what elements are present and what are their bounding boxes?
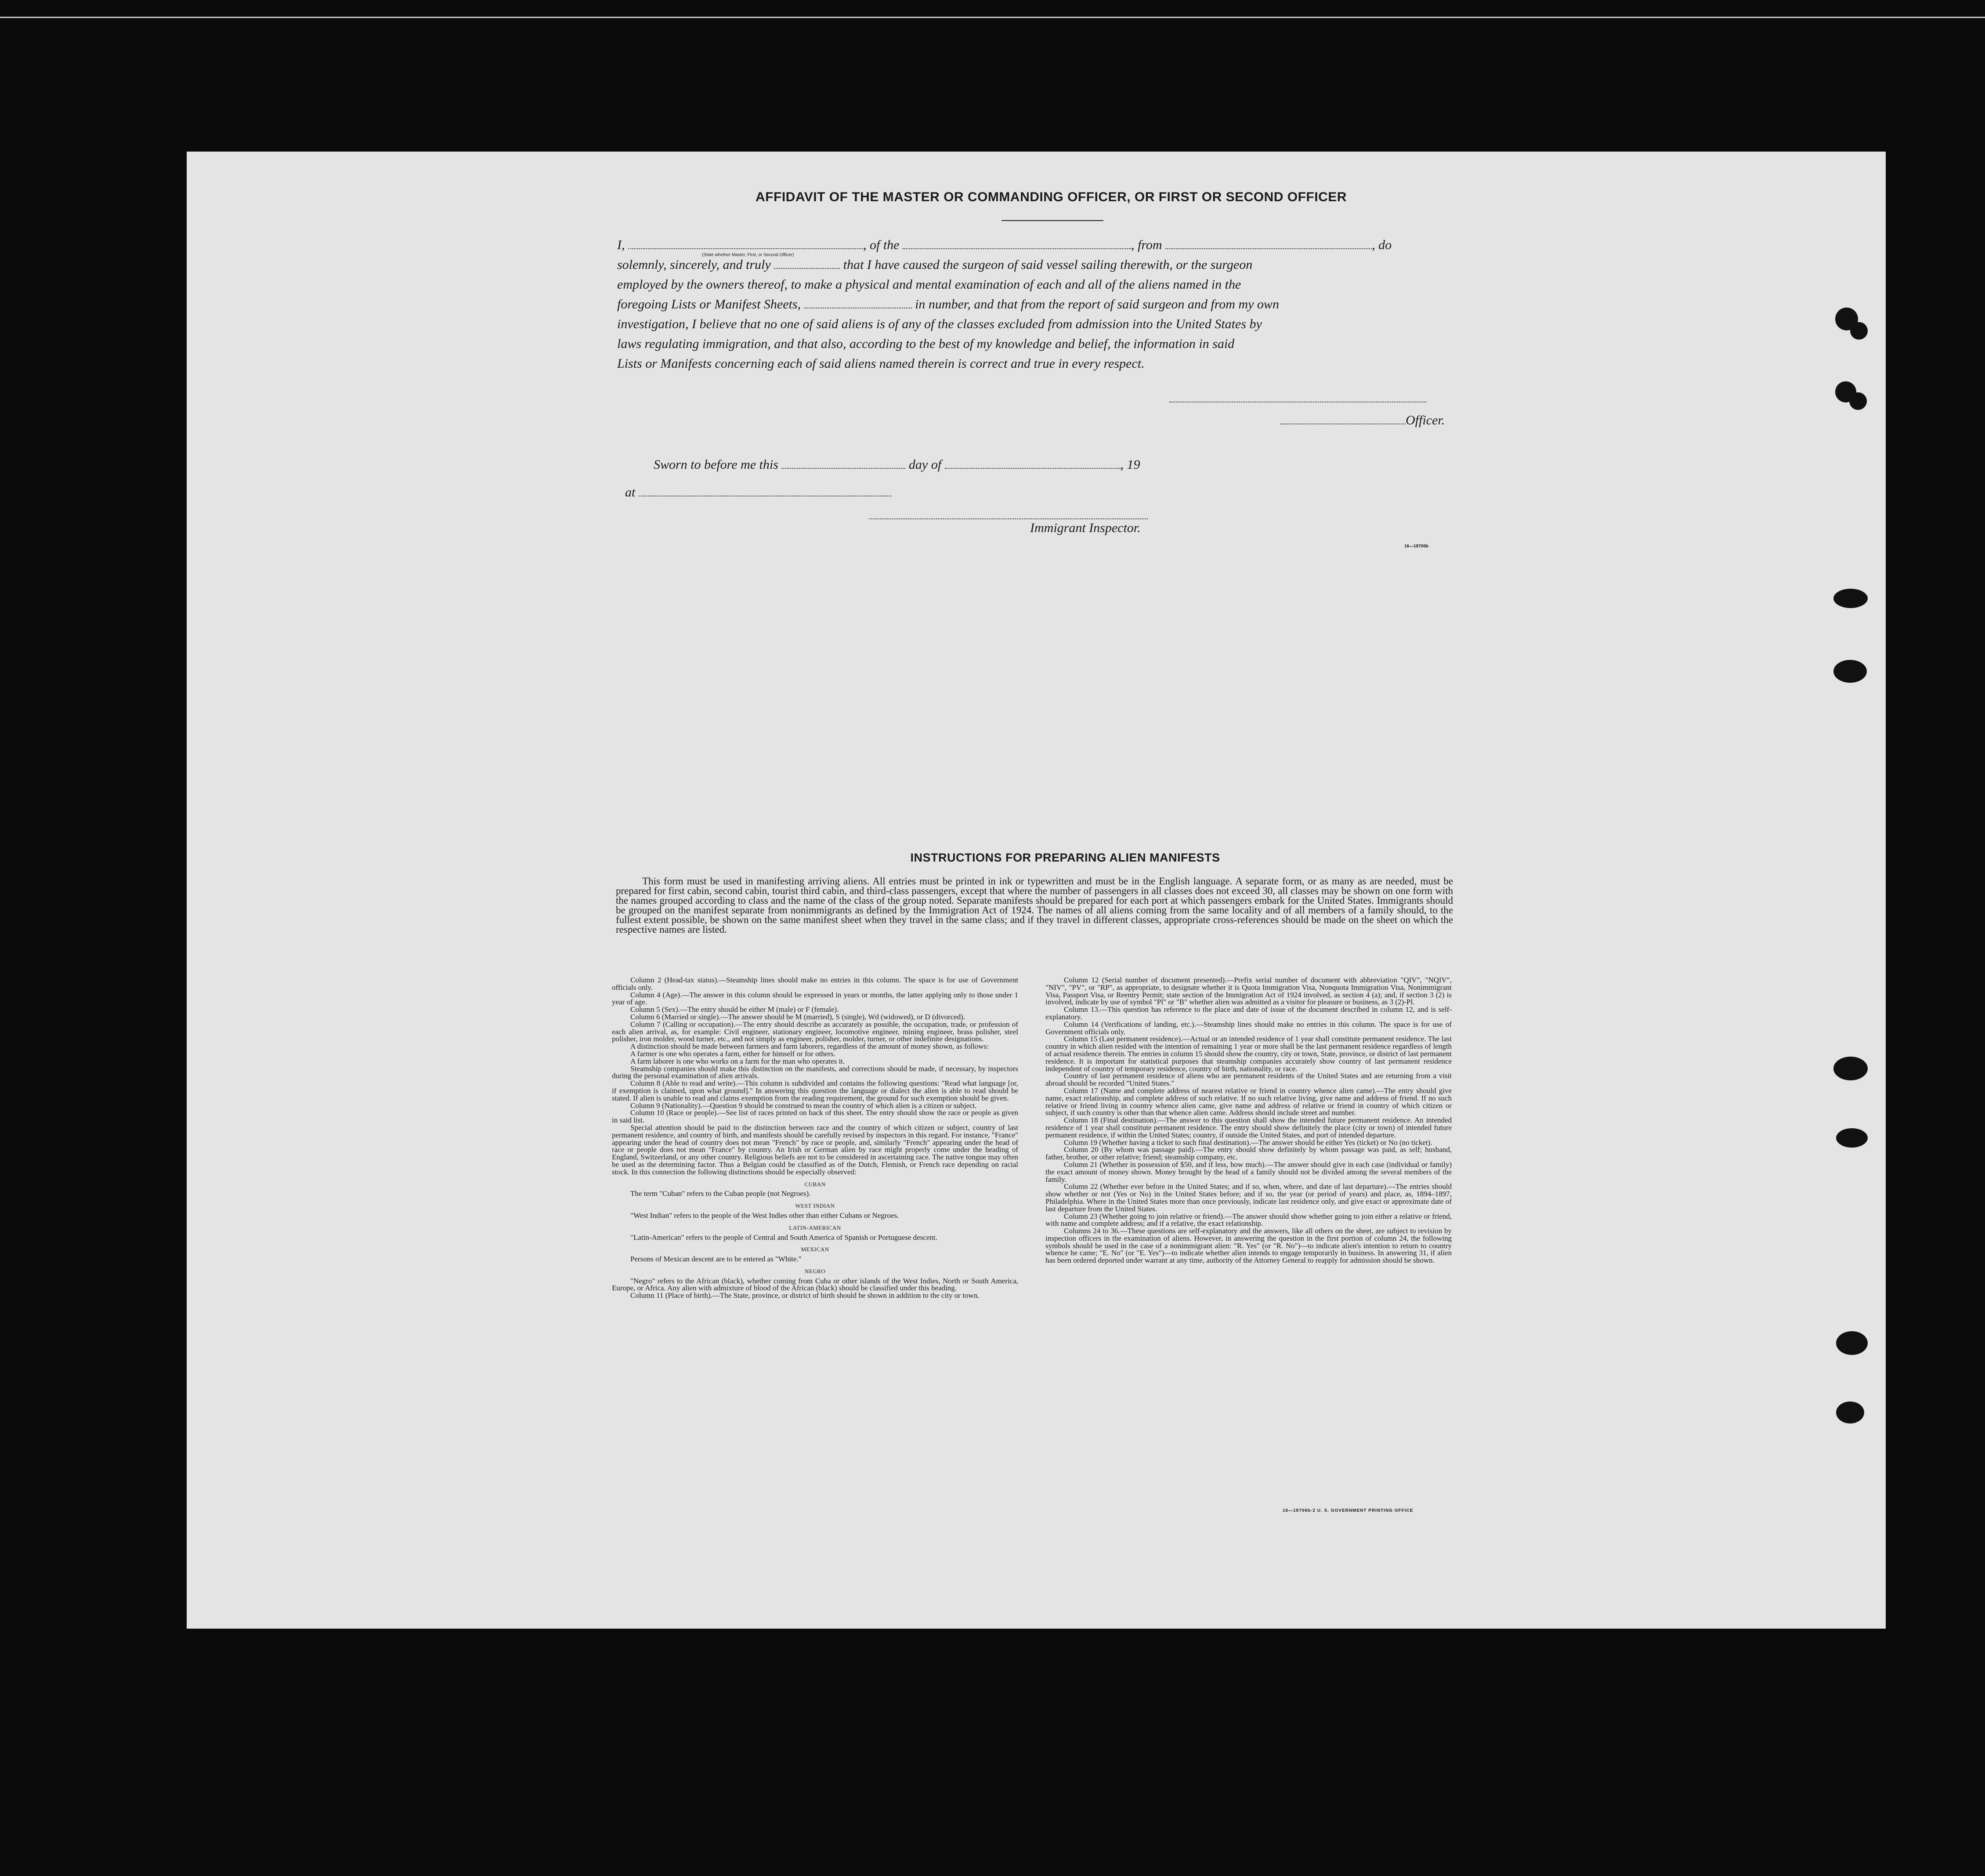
instruction-paragraph: Column 5 (Sex).—The entry should be either M (male) or F (female).: [630, 1005, 839, 1014]
sheet-count-field[interactable]: [804, 299, 912, 308]
instruction-paragraph: Column 13.—This question has reference to the place and date of issue of the document described in column 12, and is self-explanatory.: [1045, 1005, 1452, 1021]
form-number: 16—18706b: [1404, 544, 1429, 549]
instruction-paragraph: Column 14 (Verifications of landing, etc.).—Steamship lines should make no entries in this column. The space is for use of Government officials only.: [1045, 1020, 1452, 1036]
instruction-paragraph: Column 6 (Married or single).—The answer should be M (married), S (single), Wd (widowed), or D (divorced).: [630, 1012, 965, 1021]
instruction-paragraph: Special attention should be paid to the distinction between race and the country of which citizen or subject, country of last permanent residence, and country of birth, and manifests should be carefully revised by inspectors in this regard. For instance, "France" appearing under the head of country does not mean "French" by race or people, and, similarly "French" appearing under the head of race or people does not mean "France" by country. An Irish or German alien by race might properly come under the heading of England, Switzerland, or any other country. Religious beliefs are not to be considered in ascertaining race. The native tongue may often be used as the determining factor. Thus a Belgian could be classified as of the Dutch, Flemish, or French race depending on racial stock. In this connection the following distinctions should be especially observed:: [612, 1123, 1018, 1176]
film-edge-line: [0, 17, 1985, 18]
instruction-paragraph: Columns 24 to 36.—These questions are self-explanatory and the answers, like all others on the sheet, are subject to revision by inspection officers in the examination of aliens. However, in answering the question in the first portion of column 24, the following symbols should be used in the case of a nonimmigrant alien: "R. Yes" (or "R. No")—to indicate alien's intention to return to country whence he came; "E. No" (or "E. Yes")—to indicate whether alien intends to engage temporarily in business. In answering 31, if alien has been ordered deported under warrant at any time, authority of the Attorney General to reapply for admission should be shown.: [1045, 1227, 1452, 1265]
instruction-paragraph: Column 17 (Name and complete address of nearest relative or friend in country whence alien came).—The entry should give name, exact relationship, and complete address of such relative. If no such relative living, give name and address of friend. If no such relative or friend living in country whence alien came, give name and address of relative or friend in country of which citizen or subject, if such country is other than that whence alien came. Address should include street and number.: [1045, 1086, 1452, 1117]
instruction-paragraph: Column 8 (Able to read and write).—This column is subdivided and contains the following questions: "Read what language [or, if exemption is claimed, upon what ground]." In answering this question the language or dialect the alien is able to read should be stated. If alien is unable to read and claims exemption from the reading requirement, the ground for such exemption should be given.: [612, 1079, 1018, 1102]
sworn-row: [647, 442, 1140, 472]
affidavit-line-5: investigation, I believe that no one of said aliens is of any of the classes excluded from admission into the United States by: [617, 317, 1262, 331]
cuban-heading: CUBAN: [804, 1181, 826, 1188]
text-in-number: in number, and that from the report of said surgeon and from my own: [915, 297, 1279, 311]
affidavit-title: AFFIDAVIT OF THE MASTER OR COMMANDING OFFICER, OR FIRST OR SECOND OFFICER: [756, 190, 1347, 204]
vessel-name-field[interactable]: [903, 239, 1131, 249]
negro-text: "Negro" refers to the African (black), whether coming from Cuba or other islands of the West Indies, North or South America, Europe, or Africa. Any alien with admixture of blood of the African (black) should be classified under this heading.: [612, 1276, 1018, 1293]
title-underline: [1002, 220, 1103, 221]
instruction-paragraph: Column 2 (Head-tax status).—Steamship lines should make no entries in this column. The space is for use of Government officials only.: [612, 976, 1018, 992]
affidavit-line-1: [617, 235, 1456, 255]
text-i: I,: [617, 238, 625, 252]
affidavit-line-3: employed by the owners thereof, to make a physical and mental examination of each and all of the aliens named in the: [617, 277, 1241, 292]
printing-office-footer: 16—18706b-2 U. S. GOVERNMENT PRINTING OFFICE: [1283, 1508, 1414, 1513]
rank-caption: (State whether Master, First, or Second Officer): [702, 253, 794, 257]
sworn-month-field[interactable]: [945, 459, 1121, 469]
instruction-paragraph: Column 9 (Nationality).—Question 9 should be construed to mean the country of which alien is a citizen or subject.: [630, 1101, 977, 1110]
cuban-text: The term "Cuban" refers to the Cuban people (not Negroes).: [630, 1189, 811, 1198]
affidavit-line-2: [617, 255, 1456, 275]
text-surgeon: that I have caused the surgeon of said vessel sailing therewith, or the surgeon: [843, 257, 1253, 272]
text-of-the: , of the: [863, 238, 900, 252]
punch-hole: [1836, 1331, 1868, 1355]
latin-american-text: "Latin-American" refers to the people of Central and South America of Spanish or Portuguese descent.: [630, 1233, 937, 1242]
instructions-title: INSTRUCTIONS FOR PREPARING ALIEN MANIFESTS: [910, 851, 1220, 864]
sworn-day-field[interactable]: [781, 459, 905, 469]
negro-heading: NEGRO: [804, 1268, 826, 1275]
sworn-text: Sworn to before me this: [654, 457, 778, 472]
instruction-paragraph: A farmer is one who operates a farm, either for himself or for others.: [630, 1049, 835, 1058]
instructions-left-column: [612, 977, 1018, 1300]
punch-hole: [1833, 589, 1868, 608]
officer-label: Officer.: [1406, 413, 1445, 427]
inspector-label: Immigrant Inspector.: [1030, 521, 1141, 535]
affidavit-line-7: Lists or Manifests concerning each of said aliens named therein is correct and true in every respect.: [617, 356, 1145, 371]
port-from-field[interactable]: [1165, 239, 1372, 249]
instruction-paragraph: Country of last permanent residence of aliens who are permanent residents of the United States and are returning from a visit abroad should be recorded "United States.": [1045, 1072, 1452, 1088]
punch-hole: [1833, 660, 1867, 683]
west-indian-text: "West Indian" refers to the people of the West Indies other than either Cubans or Negroes.: [630, 1211, 899, 1220]
instruction-paragraph: Column 4 (Age).—The answer in this column should be expressed in years or months, the latter applying only to those under 1 year of age.: [612, 990, 1018, 1007]
instructions-right-column: [1045, 977, 1452, 1264]
west-indian-heading: WEST INDIAN: [795, 1202, 835, 1210]
text-do: , do: [1372, 238, 1392, 252]
instruction-paragraph: Column 15 (Last permanent residence).—Actual or an intended residence of 1 year shall constitute permanent residence. The last country in which alien resided with the intention of remaining 1 year or more shall be the last permanent residence regardless of length of actual residence therein. The entries in column 15 should show the country, city or town, State, province, or district of last permanent residence. It is important for statistical purposes that steamship companies accurately show country of last permanent residence independent of country of temporary residence, country of birth, nationality, or race.: [1045, 1035, 1452, 1073]
text-solemnly: solemnly, sincerely, and truly: [617, 257, 771, 272]
instruction-paragraph: Column 20 (By whom was passage paid).—The entry should show definitely by whom passage was paid, as self; husband, father, brother, or other relative; friend; steamship company, etc.: [1045, 1145, 1452, 1162]
officer-signature-line-2[interactable]: [1280, 415, 1406, 424]
punch-hole: [1836, 1128, 1868, 1148]
punch-hole: [1850, 322, 1868, 340]
instruction-paragraph: Column 21 (Whether in possession of $50, and if less, how much).—The answer should give in each case (individual or family) the exact amount of money shown. Money brought by the head of a family should not be divided among the several members of the family.: [1045, 1160, 1452, 1184]
officer-rank-field[interactable]: [628, 239, 863, 249]
instruction-paragraph: Column 12 (Serial number of document presented).—Prefix serial number of document with abbreviation "QIV", "NQIV", "NIV", "PV", or "RP", as appropriate, to designate whether it is Quota Immigration Visa, Nonquota Immigration Visa, Nonimmigrant Visa, Passport Visa, or Reentry Permit; state section of the Immigration Act of 1924 involved, as section 4 (a); and, if section 3 (2) is involved, indicate by use of symbol "Pl" or "B" whether alien was admitted as a visitor for pleasure or business, as 3 (2)-Pl.: [1045, 976, 1452, 1007]
instruction-paragraph: Column 7 (Calling or occupation).—The entry should describe as accurately as possible, the occupation, trade, or profession of each alien arrival, as, for example: Civil engineer, stationary engineer, locomotive engineer, mining engineer, brass polisher, steel polisher, iron molder, wood turner, etc., and not simply as engineer, polisher, molder, turner, or other indefinite designations.: [612, 1020, 1018, 1043]
instruction-paragraph: A farm laborer is one who works on a farm for the man who operates it.: [630, 1057, 845, 1065]
instruction-paragraph: Column 19 (Whether having a ticket to such final destination).—The answer should be either Yes (ticket) or No (no ticket).: [1064, 1138, 1432, 1147]
instruction-paragraph: A distinction should be made between farmers and farm laborers, regardless of the amount of money shown, as follows:: [630, 1042, 989, 1051]
sworn-place-field[interactable]: [639, 487, 891, 496]
oath-field[interactable]: [774, 259, 840, 269]
latin-american-heading: LATIN-AMERICAN: [789, 1224, 841, 1231]
text-foregoing: foregoing Lists or Manifest Sheets,: [617, 297, 801, 311]
instruction-paragraph: Column 23 (Whether going to join relative or friend).—The answer should show whether going to join either a relative or friend, with name and complete address; and if a relative, the exact relationship.: [1045, 1212, 1452, 1228]
officer-signature-row: [1280, 413, 1445, 428]
mexican-text: Persons of Mexican descent are to be entered as "White.": [630, 1255, 802, 1264]
at-text: at: [625, 485, 636, 500]
inspector-signature-line[interactable]: [869, 518, 1148, 519]
punch-hole: [1836, 1402, 1864, 1423]
affidavit-line-4: [617, 294, 1456, 314]
year-prefix-text: , 19: [1120, 457, 1140, 472]
punch-hole: [1849, 392, 1867, 410]
punch-hole: [1833, 1057, 1868, 1080]
instruction-paragraph: Column 18 (Final destination).—The answer to this question shall show the intended future permanent residence. An intended residence of 1 year shall constitute permanent residence. The entry should show definitely the place (city or town) of intended future permanent residence, if within the United States; country, if outside the United States, and port of intended departure.: [1045, 1116, 1452, 1139]
instruction-paragraph: Steamship companies should make this distinction on the manifests, and corrections should be made, if necessary, by inspectors during the personal examination of alien arrivals.: [612, 1064, 1018, 1080]
day-of-text: day of: [908, 457, 942, 472]
column-11-text: Column 11 (Place of birth).—The State, province, or district of birth should be shown in addition to the city or town.: [630, 1291, 980, 1300]
text-from: , from: [1131, 238, 1162, 252]
affidavit-line-6: laws regulating immigration, and that also, according to the best of my knowledge and belief, the information in said: [617, 337, 1235, 351]
instruction-paragraph: Column 10 (Race or people).—See list of races printed on back of this sheet. The entry should show the race or people as given in said list.: [612, 1108, 1018, 1125]
mexican-heading: MEXICAN: [801, 1246, 829, 1253]
instruction-paragraph: Column 22 (Whether ever before in the United States; and if so, when, where, and date of last departure).—The entries should show whether or not (Yes or No) in the United States before; and if so, the year (or period of years) and place, as, 1894–1897, Philadelphia. Where in the United States more than once previously, indicate last residence only, and give exact or approximate date of last departure from the United States.: [1045, 1182, 1452, 1213]
instructions-intro: This form must be used in manifesting arriving aliens. All entries must be printed in ink or typewritten and must be in the English language. A separate form, or as many as are needed, must be prepared for first cabin, second cabin, tourist third cabin, and third-class passengers, except that where the number of passengers in all classes does not exceed 30, all classes may be shown on one form with the names grouped according to class and the name of the class of the group noted. Separate manifests should be prepared for each port at which passengers embark for the United States. Immigrants should be grouped on the manifest separate from nonimmigrants as defined by the Immigration Act of 1924. The names of all aliens coming from the same locality and of all members of a family should, to the fullest extent possible, be shown on the same manifest sheet when they travel in the same class; and if they travel in different classes, appropriate cross-references should be made on the sheet on which the respective names are listed.: [616, 876, 1453, 935]
at-row: [618, 470, 891, 500]
